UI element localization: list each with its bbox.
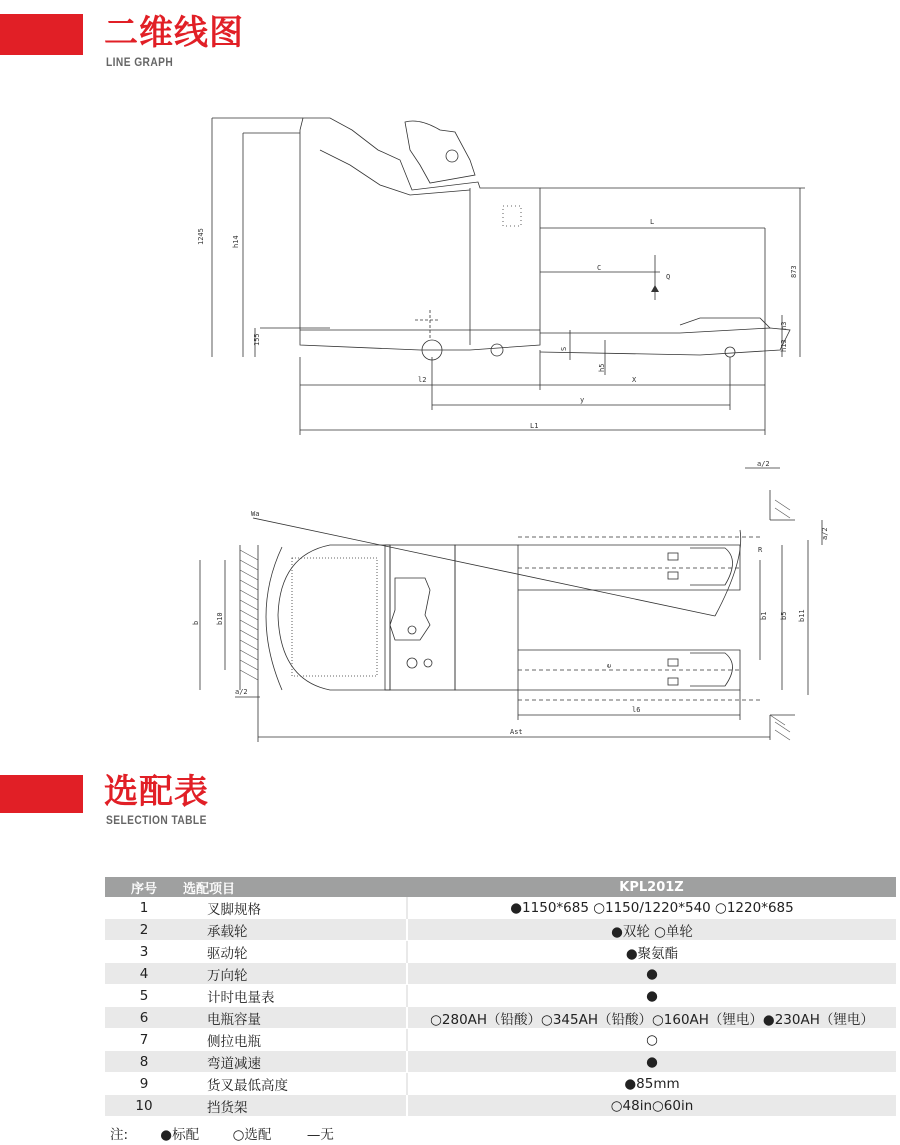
row-item: 货叉最低高度	[183, 1073, 407, 1095]
note-none: —无	[306, 1127, 334, 1143]
row-value: ●	[407, 985, 896, 1007]
note-optional: ○选配	[232, 1127, 272, 1143]
row-no: 8	[105, 1051, 183, 1073]
dim-label-R: R	[758, 546, 763, 554]
row-value: ●1150*685 ○1150/1220*540 ○1220*685	[407, 897, 896, 919]
section-subtitle-selection: SELECTION TABLE	[106, 813, 207, 827]
dim-label-155: 155	[253, 333, 261, 346]
row-value: ●聚氨酯	[407, 941, 896, 963]
dim-label-a2-left: a/2	[235, 688, 248, 696]
header-no: 序号	[105, 877, 183, 897]
dim-label-L1: L1	[530, 422, 539, 430]
dim-label-b10: b10	[216, 612, 224, 625]
row-no: 7	[105, 1029, 183, 1051]
dim-label-C: C	[597, 264, 602, 272]
dim-label-h14: h14	[232, 235, 240, 248]
dim-label-h3: h3	[780, 321, 788, 330]
dim-label-b11: b11	[798, 609, 806, 622]
table-row	[105, 919, 896, 941]
row-item: 挡货架	[183, 1095, 407, 1117]
row-item: 承载轮	[183, 919, 407, 941]
dim-label-l2: l2	[418, 376, 427, 384]
table-row	[105, 1051, 896, 1073]
side-view-drawing	[0, 0, 900, 450]
section-title-selection: 选配表	[104, 772, 209, 812]
dim-label-b5: b5	[780, 611, 788, 620]
row-item: 叉脚规格	[183, 897, 407, 919]
top-view-drawing	[0, 450, 900, 750]
row-no: 10	[105, 1095, 183, 1117]
dim-label-L: L	[650, 218, 655, 226]
note-standard: ●标配	[160, 1127, 200, 1143]
table-header-row	[105, 877, 896, 897]
row-value: ●85mm	[407, 1073, 896, 1095]
dim-label-a2-top: a/2	[757, 460, 770, 468]
note-label: 注:	[110, 1127, 129, 1143]
dim-label-y: y	[580, 396, 585, 404]
row-value: ○280AH（铅酸）○345AH（铅酸）○160AH（锂电）●230AH（锂电）	[407, 1007, 896, 1029]
row-value: ●	[407, 963, 896, 985]
header-item: 选配项目	[183, 877, 407, 897]
dim-label-X: X	[632, 376, 637, 384]
section-bar-selection	[0, 775, 83, 813]
dim-label-l6: l6	[632, 706, 641, 714]
row-no: 2	[105, 919, 183, 941]
dim-label-h5: h5	[598, 363, 606, 372]
dim-label-Q: Q	[666, 273, 671, 281]
dim-label-b: b	[192, 620, 200, 625]
dim-label-a2-right: a/2	[821, 527, 829, 540]
section-title-line-graph: 二维线图	[104, 13, 244, 53]
legend-note	[110, 1123, 334, 1143]
section-subtitle-line-graph: LINE GRAPH	[106, 55, 174, 69]
row-item: 弯道减速	[183, 1051, 407, 1073]
dim-label-Ast: Ast	[510, 728, 523, 736]
row-item: 驱动轮	[183, 941, 407, 963]
row-value: ●	[407, 1051, 896, 1073]
row-item: 电瓶容量	[183, 1007, 407, 1029]
row-no: 5	[105, 985, 183, 1007]
row-value: ●双轮 ○单轮	[407, 919, 896, 941]
row-item: 侧拉电瓶	[183, 1029, 407, 1051]
dim-label-1245: 1245	[197, 228, 205, 245]
row-value: ○	[407, 1029, 896, 1051]
table-row	[105, 1029, 896, 1051]
table-row	[105, 897, 896, 919]
row-no: 4	[105, 963, 183, 985]
selection-table	[105, 877, 896, 1117]
row-no: 6	[105, 1007, 183, 1029]
row-item: 万向轮	[183, 963, 407, 985]
row-item: 计时电量表	[183, 985, 407, 1007]
table-row	[105, 1073, 896, 1095]
table-row	[105, 1095, 896, 1117]
row-no: 3	[105, 941, 183, 963]
dim-label-e: e	[605, 663, 613, 668]
row-no: 1	[105, 897, 183, 919]
row-no: 9	[105, 1073, 183, 1095]
table-row	[105, 1007, 896, 1029]
header-model: KPL201Z	[407, 877, 896, 897]
dim-label-S: S	[560, 346, 568, 351]
dim-label-873: 873	[790, 265, 798, 278]
table-row	[105, 963, 896, 985]
dim-label-Wa: Wa	[251, 510, 260, 518]
table-row	[105, 941, 896, 963]
dim-label-h13: h13	[780, 339, 788, 352]
dim-label-b1: b1	[760, 611, 768, 620]
table-row	[105, 985, 896, 1007]
row-value: ○48in○60in	[407, 1095, 896, 1117]
